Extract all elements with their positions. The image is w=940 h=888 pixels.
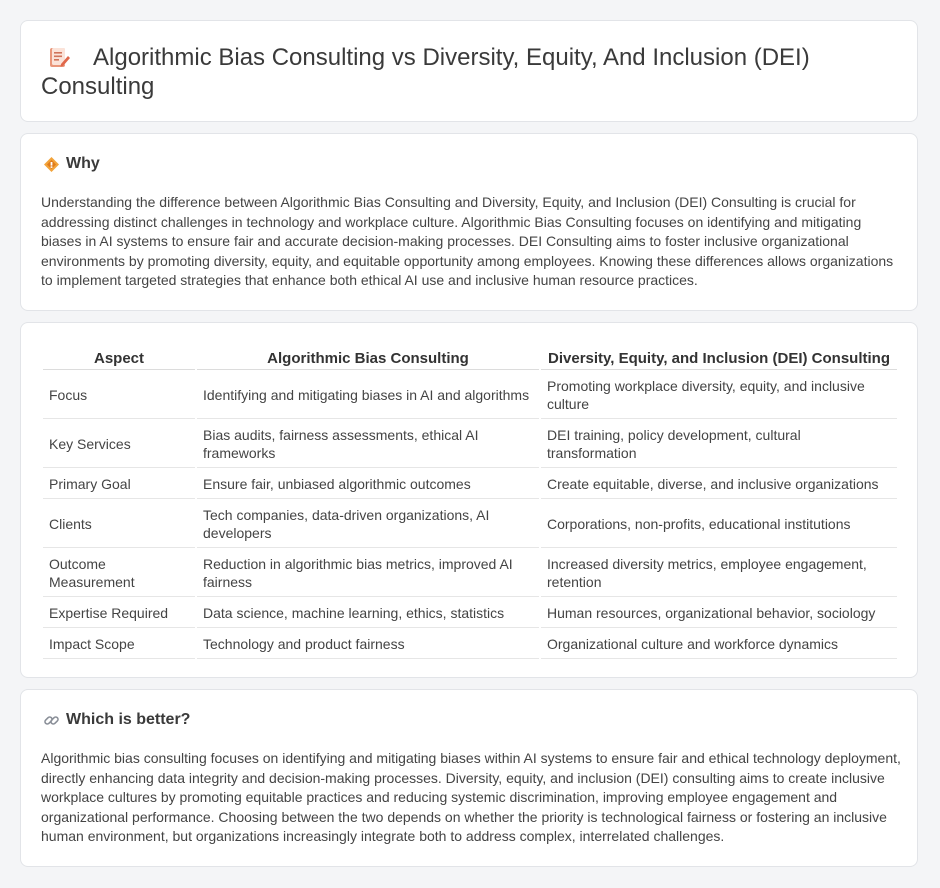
table-row xyxy=(43,421,897,468)
row-algorithmic-bias: Reduction in algorithmic bias metrics, improved AI fairness xyxy=(197,550,539,597)
header-algorithmic-bias: Algorithmic Bias Consulting xyxy=(197,345,539,370)
row-aspect: Impact Scope xyxy=(43,630,195,659)
row-aspect: Primary Goal xyxy=(43,470,195,499)
page-title-text: Algorithmic Bias Consulting vs Diversity, Equity, And Inclusion (DEI) Consulting xyxy=(41,44,810,100)
comparison-table xyxy=(41,343,899,661)
better-heading xyxy=(43,711,190,729)
header-aspect: Aspect xyxy=(43,345,195,370)
better-heading-text: Which is better? xyxy=(66,711,191,728)
table-row xyxy=(43,372,897,419)
table-header-row xyxy=(43,345,897,370)
row-dei: Create equitable, diverse, and inclusive organizations xyxy=(541,470,897,499)
row-dei: DEI training, policy development, cultural transformation xyxy=(541,421,897,468)
row-dei: Human resources, organizational behavior, sociology xyxy=(541,599,897,628)
better-paragraph: Algorithmic bias consulting focuses on identifying and mitigating biases within AI systems to ensure fair and ethical technology deployment, directly enhancing data integrity and decision-making processes. Diversity, equity, and inclusion (DEI) consulting aims to create inclusive workplace cultures by promoting equitable practices and reducing systemic discrimination, improving employee engagement and organizational performance. Choosing between the two depends on whether the priority is technological fairness or fostering an inclusive human environment, but organizations increasingly integrate both to address complex, interrelated challenges. xyxy=(41,750,901,844)
table-row xyxy=(43,470,897,499)
which-is-better-section xyxy=(20,689,918,867)
link-icon xyxy=(43,712,60,729)
row-algorithmic-bias: Tech companies, data-driven organizations, AI developers xyxy=(197,501,539,548)
table-row xyxy=(43,501,897,548)
row-dei: Corporations, non-profits, educational institutions xyxy=(541,501,897,548)
diamond-warning-icon xyxy=(43,156,60,173)
why-heading-text: Why xyxy=(66,155,100,172)
row-aspect: Key Services xyxy=(43,421,195,468)
row-dei: Increased diversity metrics, employee engagement, retention xyxy=(541,550,897,597)
document-edit-icon xyxy=(47,45,71,69)
row-algorithmic-bias: Identifying and mitigating biases in AI and algorithms xyxy=(197,372,539,419)
comparison-section xyxy=(20,322,918,678)
why-paragraph: Understanding the difference between Algorithmic Bias Consulting and Diversity, Equity, and Inclusion (DEI) Consulting is crucial for addressing distinct challenges in technology and workplace culture. Algorithmic Bias Consulting focuses on identifying and mitigating biases in AI systems to ensure fair and accurate decision-making processes. DEI Consulting aims to foster inclusive organizational environments by promoting diversity, equity, and equitable opportunity among employees. Knowing these differences allows organizations to implement targeted strategies that enhance both ethical AI use and inclusive human resource practices. xyxy=(41,194,894,288)
row-dei: Promoting workplace diversity, equity, and inclusive culture xyxy=(541,372,897,419)
row-aspect: Focus xyxy=(43,372,195,419)
header-dei: Diversity, Equity, and Inclusion (DEI) Consulting xyxy=(541,345,897,370)
row-algorithmic-bias: Technology and product fairness xyxy=(197,630,539,659)
row-algorithmic-bias: Ensure fair, unbiased algorithmic outcomes xyxy=(197,470,539,499)
row-aspect: Expertise Required xyxy=(43,599,195,628)
why-heading xyxy=(43,155,100,173)
table-row xyxy=(43,630,897,659)
page-title xyxy=(41,43,861,101)
row-aspect: Clients xyxy=(43,501,195,548)
table-row xyxy=(43,599,897,628)
row-dei: Organizational culture and workforce dynamics xyxy=(541,630,897,659)
row-aspect: Outcome Measurement xyxy=(43,550,195,597)
why-section xyxy=(20,133,918,311)
row-algorithmic-bias: Bias audits, fairness assessments, ethical AI frameworks xyxy=(197,421,539,468)
title-card xyxy=(20,20,918,122)
table-row xyxy=(43,550,897,597)
row-algorithmic-bias: Data science, machine learning, ethics, statistics xyxy=(197,599,539,628)
